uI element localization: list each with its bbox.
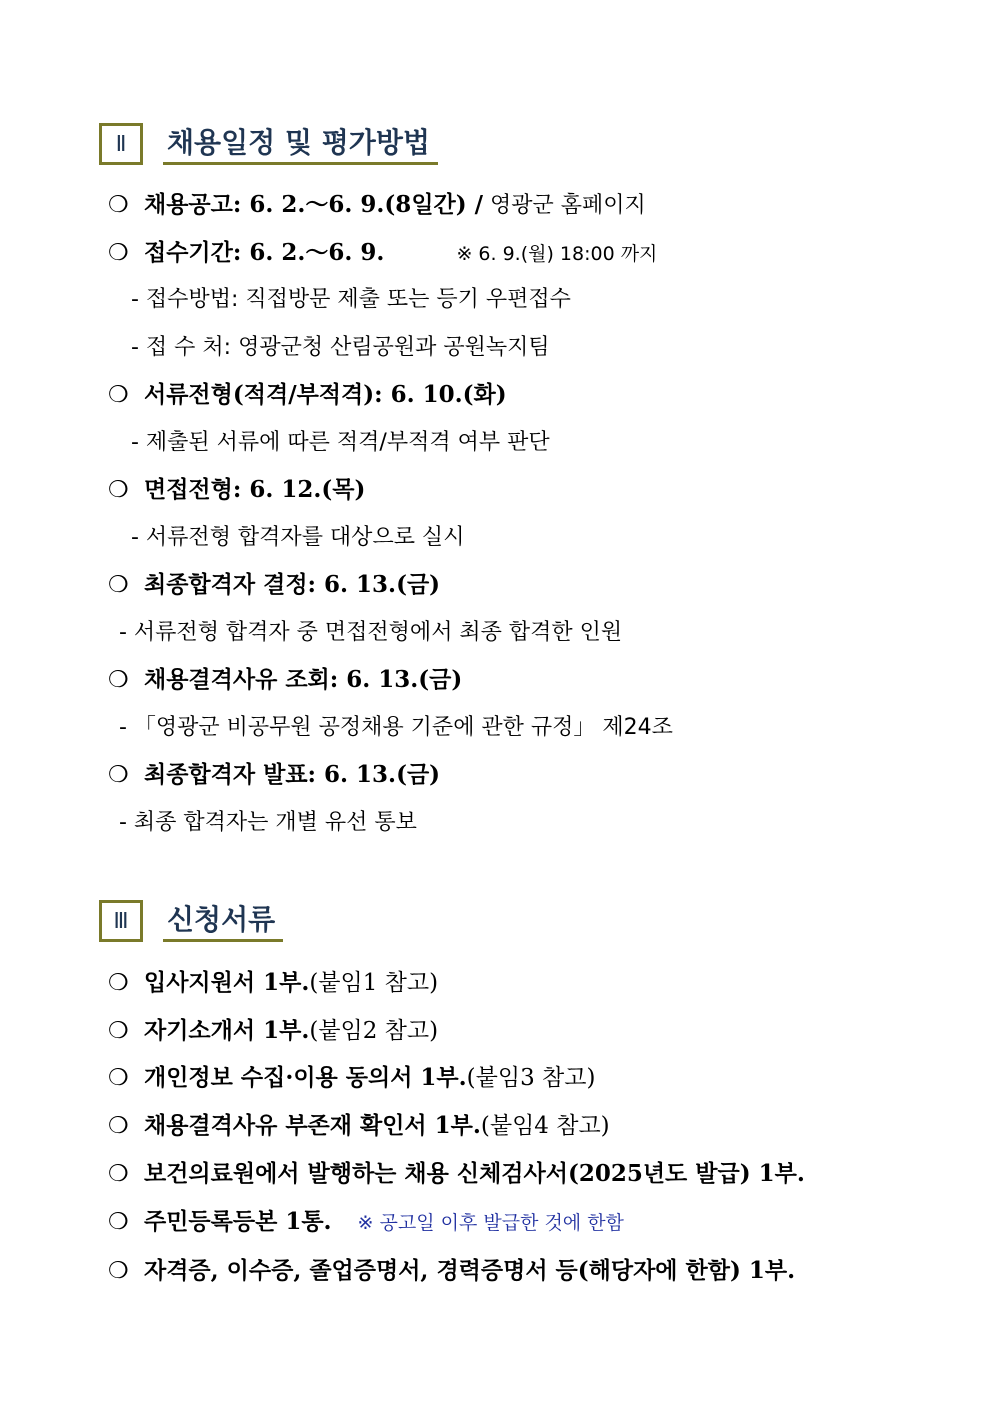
list-item (108, 238, 657, 269)
item-extra: (붙임3 참고) (466, 1065, 596, 1091)
item-label: 서류전형(적격/부적격): 6. 10.(화) (144, 381, 507, 408)
sub-item: - 「영광군 비공무원 공정채용 기준에 관한 규정」 제24조 (119, 715, 673, 740)
circle-bullet-icon: ❍ (108, 1018, 129, 1044)
item-label: 주민등록등본 1통. (144, 1208, 332, 1235)
list-item (108, 968, 438, 998)
list-item (108, 1063, 595, 1093)
section-2-number: Ⅱ (99, 123, 143, 165)
circle-bullet-icon: ❍ (108, 1161, 129, 1187)
list-item (108, 1256, 795, 1286)
circle-bullet-icon: ❍ (108, 572, 129, 598)
item-label: 자기소개서 1부. (144, 1017, 310, 1044)
item-extra: (붙임2 참고) (309, 1018, 439, 1044)
list-item (108, 1016, 438, 1046)
item-extra: 영광군 홈페이지 (483, 193, 646, 218)
circle-bullet-icon: ❍ (108, 762, 129, 788)
item-label: 최종합격자 결정: 6. 13.(금) (144, 571, 441, 598)
item-label: 채용결격사유 부존재 확인서 1부. (144, 1112, 481, 1139)
list-item (108, 570, 440, 600)
item-label: 접수기간: 6. 2.～6. 9. (144, 239, 385, 266)
sub-item: - 최종 합격자는 개별 유선 통보 (119, 810, 417, 835)
item-extra: (붙임4 참고) (480, 1113, 610, 1139)
list-item (108, 760, 440, 790)
list-item (108, 475, 365, 505)
list-item (108, 380, 507, 410)
circle-bullet-icon: ❍ (108, 477, 129, 503)
circle-bullet-icon: ❍ (108, 667, 129, 693)
list-item (108, 665, 462, 695)
section-2-title: 채용일정 및 평가방법 (163, 123, 438, 165)
item-label: 입사지원서 1부. (144, 969, 310, 996)
section-3-title: 신청서류 (163, 900, 283, 942)
item-label: 보건의료원에서 발행하는 채용 신체검사서(2025년도 발급) 1부. (144, 1160, 805, 1187)
circle-bullet-icon: ❍ (108, 192, 129, 218)
item-label: 면접전형: 6. 12.(목) (144, 476, 366, 503)
sub-item: - 서류전형 합격자를 대상으로 실시 (131, 525, 465, 550)
item-label: 채용결격사유 조회: 6. 13.(금) (144, 666, 463, 693)
list-item (108, 1207, 624, 1238)
circle-bullet-icon: ❍ (108, 382, 129, 408)
sub-item: - 제출된 서류에 따른 적격/부적격 여부 판단 (131, 430, 550, 455)
circle-bullet-icon: ❍ (108, 1113, 129, 1139)
sub-item: - 접수방법: 직접방문 제출 또는 등기 우편접수 (131, 287, 571, 312)
section-3-number: Ⅲ (99, 900, 143, 942)
item-label: 자격증, 이수증, 졸업증명서, 경력증명서 등(해당자에 한함) 1부. (144, 1257, 796, 1284)
list-item (108, 190, 646, 221)
item-note: ※ 6. 9.(월) 18:00 까지 (456, 243, 658, 265)
circle-bullet-icon: ❍ (108, 1065, 129, 1091)
item-label: 개인정보 수집·이용 동의서 1부. (144, 1064, 467, 1091)
item-note: ※ 공고일 이후 발급한 것에 한함 (357, 1212, 624, 1234)
circle-bullet-icon: ❍ (108, 1258, 129, 1284)
list-item (108, 1111, 610, 1141)
item-label: 채용공고: 6. 2.～6. 9.(8일간) / (144, 191, 484, 218)
sub-item: - 접 수 처: 영광군청 산림공원과 공원녹지팀 (131, 335, 550, 360)
list-item (108, 1159, 805, 1189)
item-label: 최종합격자 발표: 6. 13.(금) (144, 761, 441, 788)
circle-bullet-icon: ❍ (108, 1209, 129, 1235)
circle-bullet-icon: ❍ (108, 240, 129, 266)
item-extra: (붙임1 참고) (309, 970, 439, 996)
circle-bullet-icon: ❍ (108, 970, 129, 996)
sub-item: - 서류전형 합격자 중 면접전형에서 최종 합격한 인원 (119, 620, 623, 645)
